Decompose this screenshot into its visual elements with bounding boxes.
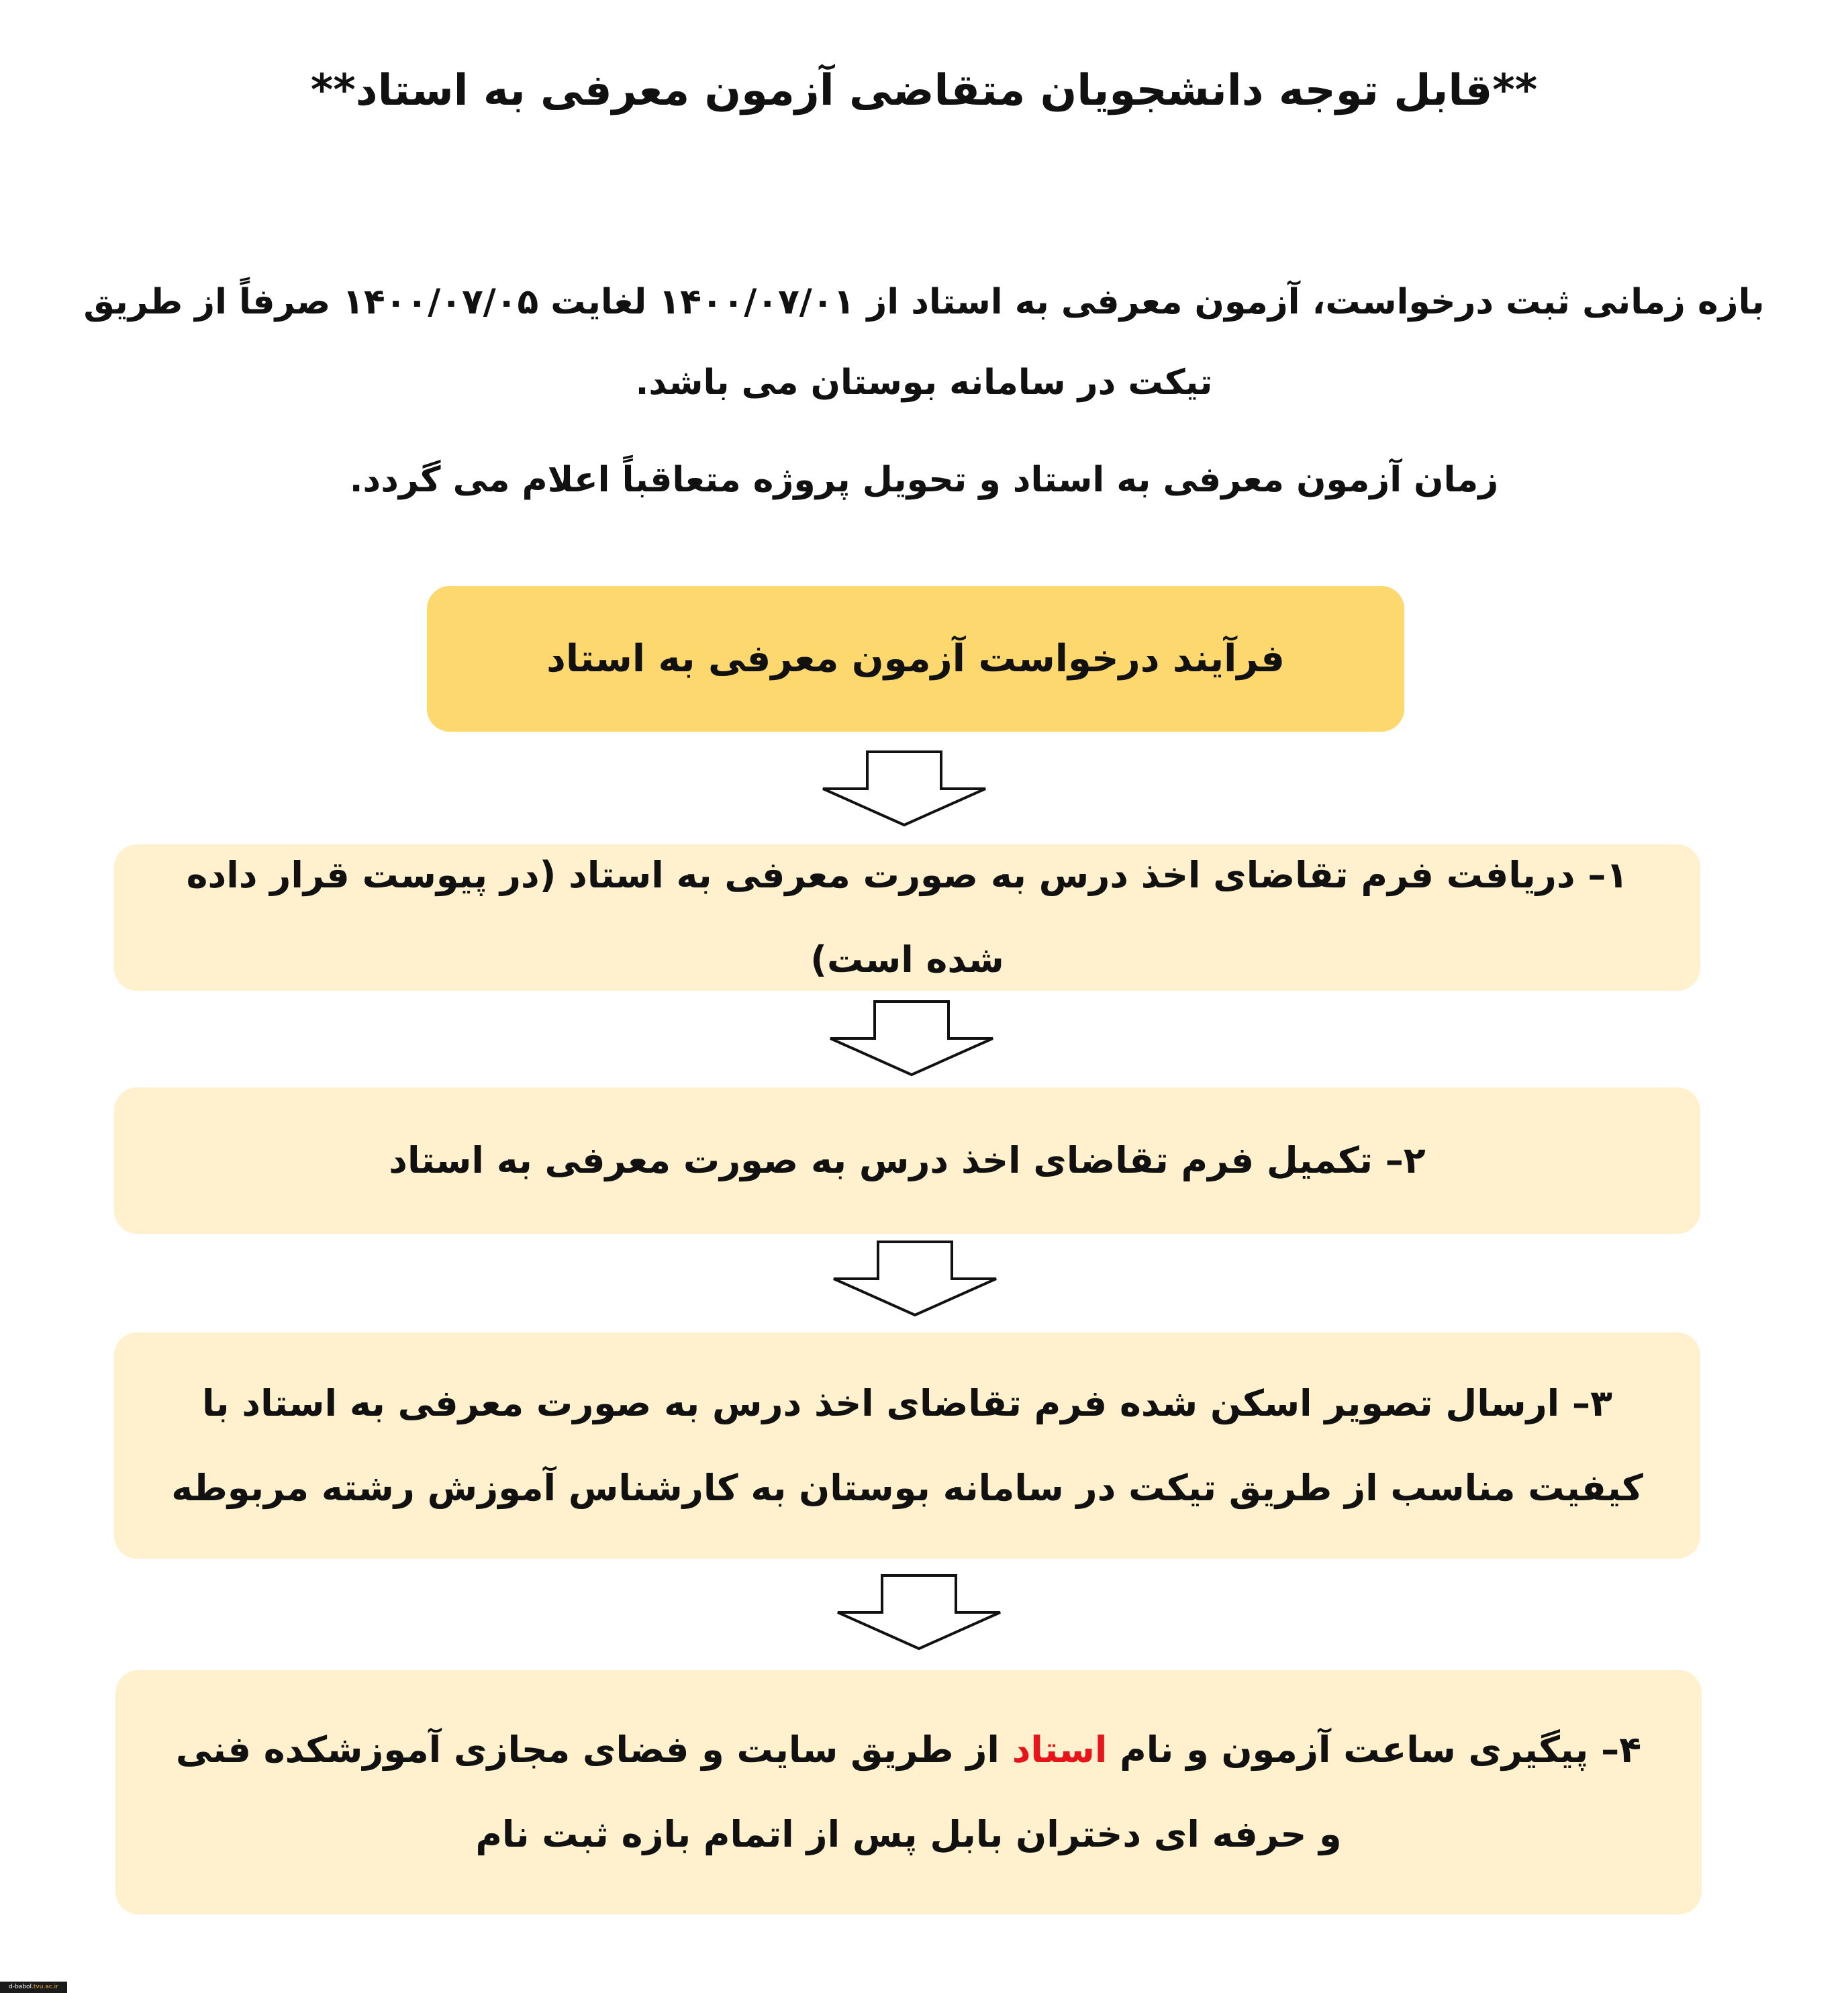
- step-4-box: [115, 1670, 1702, 1914]
- site-watermark-badge: [0, 1982, 67, 1993]
- down-arrow-icon: [831, 1241, 999, 1318]
- exam-time-notice: زمان آزمون معرفی به استاد و تحویل پروژه متعاقباً اعلام می گردد.: [349, 460, 1499, 500]
- step-4-text: [162, 1708, 1655, 1877]
- page-title: **قابل توجه دانشجویان متقاضی آزمون معرفی به استاد**: [310, 66, 1538, 115]
- step-3-text: ۳– ارسال تصویر اسکن شده فرم تقاضای اخذ درس به صورت معرفی به استاد با کیفیت مناسب از طریق تیکت در سامانه بوستان به کارشناس آموزش رشته مربوطه: [171, 1381, 1643, 1509]
- step-3-box: [114, 1332, 1700, 1559]
- down-arrow-icon: [820, 750, 988, 828]
- step-1-text: ۱– دریافت فرم تقاضای اخذ درس به صورت معرفی به استاد (در پیوست قرار داده شده است): [186, 854, 1628, 981]
- down-arrow-icon: [828, 1000, 995, 1077]
- step-4-text-before: ۴– پیگیری ساعت آزمون و نام: [1107, 1729, 1642, 1771]
- step-4-highlight: استاد: [1012, 1729, 1108, 1771]
- badge-url: .tvu.ac.ir: [32, 1984, 58, 1990]
- process-header-label: فرآیند درخواست آزمون معرفی به استاد: [546, 636, 1285, 681]
- step-2-box: [114, 1087, 1700, 1234]
- process-header-box: [427, 586, 1404, 732]
- step-2-text: ۲– تکمیل فرم تقاضای اخذ درس به صورت معرفی به استاد: [389, 1139, 1426, 1181]
- step-1-box: [114, 844, 1700, 991]
- registration-period-text: بازه زمانی ثبت درخواست، آزمون معرفی به استاد از ۱۴۰۰/۰۷/۰۱ لغایت ۱۴۰۰/۰۷/۰۵ صرفاً از طریق تیکت در سامانه بوستان می باشد.: [83, 282, 1765, 403]
- down-arrow-icon: [835, 1574, 1003, 1651]
- step-4-text-after: از طریق سایت و فضای مجازی آموزشکده فنی و حرفه ای دختران بابل پس از اتمام بازه ثبت نام: [175, 1729, 1342, 1855]
- badge-name: d-babol: [9, 1984, 32, 1990]
